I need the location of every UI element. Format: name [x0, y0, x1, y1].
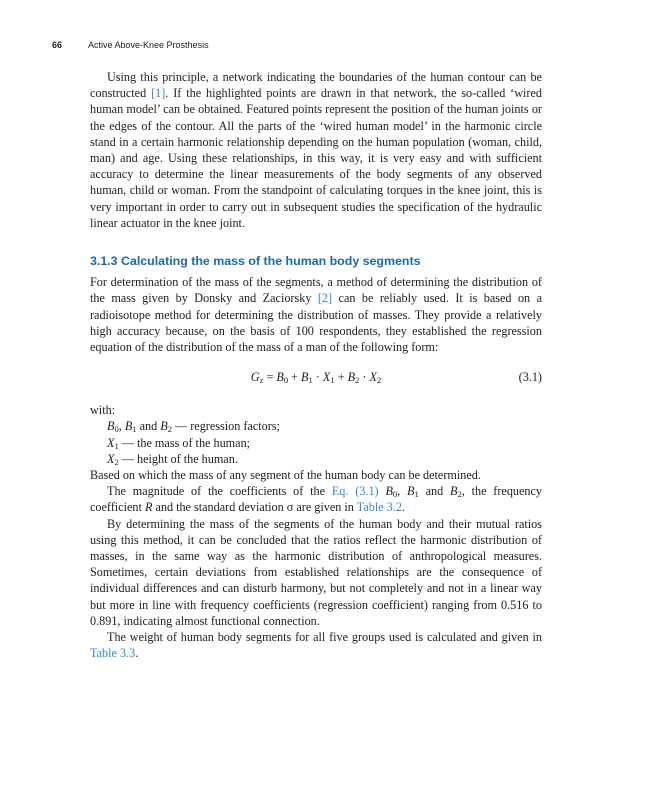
var-symbol: B — [407, 484, 415, 499]
equation-ref-link[interactable]: Eq. (3.1) — [331, 484, 379, 499]
paragraph-6 — [90, 629, 542, 661]
var-desc: — regression factors; — [171, 419, 280, 434]
eq-symbol: X — [369, 370, 377, 385]
var-sep: and — [418, 484, 450, 499]
variable-item-regression — [90, 418, 542, 434]
eq-subscript: 1 — [330, 375, 335, 386]
equation-3-1 — [90, 369, 542, 385]
section-heading: 3.1.3 Calculating the mass of the human body segments — [90, 254, 421, 269]
variable-item-height — [90, 451, 542, 467]
eq-symbol: G — [250, 370, 260, 385]
var-subscript: 1 — [114, 440, 119, 451]
paragraph-5: By determining the mass of the segments of the human body and their mutual ratios using this method, it can be concluded that the ratios reflect the harmonic distribution of masses, in the same way as the harmonic distribution of anthropological measures. Sometimes, certain deviations from established relationships are the consequence of individual differences and can disturb harmony, but not completely and not in a linear way but more in line with frequency coefficients (regression coefficient) ranging from 0.516 to 0.891, indicating almost functional connection. — [90, 516, 542, 628]
eq-symbol: X — [322, 370, 331, 385]
para4-text: The magnitude of the coefficients of the — [107, 484, 332, 499]
table-ref-link-3-2[interactable]: Table 3.2 — [356, 500, 402, 515]
var-subscript: 2 — [114, 456, 119, 467]
var-symbol: R — [144, 500, 153, 515]
eq-operator: + — [288, 370, 302, 385]
eq-operator: + — [334, 370, 348, 385]
equation-number: (3.1) — [518, 370, 542, 385]
paragraph-3: Based on which the mass of any segment of the human body can be determined. — [90, 468, 481, 483]
variable-item-mass — [90, 435, 542, 451]
var-symbol: B — [385, 484, 393, 499]
var-symbol: B — [450, 484, 458, 499]
eq-operator: · — [359, 370, 370, 385]
para4-text: and the standard deviation σ are given in — [152, 500, 357, 515]
para1-text: Using this principle, a network indicating the boundaries of the human contour can be constructed — [90, 70, 542, 101]
eq-operator: = — [263, 370, 277, 385]
para6-end: . — [135, 646, 139, 661]
eq-subscript: z — [259, 375, 264, 386]
body-text — [90, 69, 542, 662]
with-label: with: — [90, 403, 116, 418]
var-symbol: B — [124, 419, 133, 434]
var-symbol: B — [107, 419, 115, 434]
var-subscript: 2 — [457, 489, 462, 500]
para1-text-cont: . If the highlighted points are drawn in that network, the so-called ‘wired human model’ can be obtained. Featured points represent the position of the human joints or the edges of the contour. All the parts of the ‘wired human model’ in the harmonic circle stand in a certain harmonic relationship depending on the human population (woman, child, man) and age. Using these relationships, in this way, it is very easy and with sufficient accuracy to determine the linear measurements of the body segments of any observed human, child or woman. From the standpoint of calculating torques in the knee joint, this is very important in order to carry out in subsequent studies the specification of the hydraulic linear actuator in the knee joint. — [90, 86, 542, 230]
var-subscript: 1 — [414, 489, 419, 500]
para2-text: For determination of the mass of the segments, a method of determining the distribution of the mass given by Donsky and Zaciorsky — [90, 275, 542, 306]
var-subscript: 2 — [167, 424, 172, 435]
variable-list — [90, 402, 542, 467]
var-symbol: B — [160, 419, 168, 434]
eq-operator: · — [312, 370, 323, 385]
var-sep: and — [136, 419, 161, 434]
var-desc: — height of the human. — [118, 451, 238, 466]
eq-symbol: B — [301, 370, 309, 385]
paragraph-2 — [90, 274, 542, 355]
para2-text-cont: can be reliably used. It is based on a radioisotope method for determining the distribution of masses. They provide a relatively high accuracy because, on the basis of 100 respondents, they established the regression equation of the distribution of the mass of a man of the following form: — [90, 291, 543, 355]
running-header — [52, 40, 209, 50]
paragraph-1 — [90, 69, 542, 231]
var-subscript: 0 — [392, 489, 398, 500]
running-title: Active Above-Knee Prosthesis — [88, 40, 209, 50]
var-desc: — the mass of the human; — [118, 435, 251, 450]
para6-text: The weight of human body segments for all five groups used is calculated and given in — [107, 630, 542, 645]
eq-subscript: 1 — [308, 375, 313, 386]
var-subscript: 0 — [114, 424, 119, 435]
citation-link-1[interactable]: [1] — [151, 86, 166, 101]
var-sep: , — [397, 484, 408, 499]
eq-symbol: B — [276, 370, 284, 385]
var-sep: , — [118, 419, 125, 434]
eq-subscript: 0 — [283, 375, 289, 386]
citation-link-2[interactable]: [2] — [317, 291, 333, 306]
table-ref-link-3-3[interactable]: Table 3.3 — [90, 646, 136, 661]
eq-symbol: B — [347, 370, 356, 385]
para4-end: . — [401, 500, 405, 515]
equation-body — [90, 369, 542, 385]
eq-subscript: 2 — [355, 375, 360, 386]
para4-text: , the frequency coefficient — [90, 484, 543, 515]
var-symbol: X — [107, 451, 115, 466]
eq-subscript: 2 — [376, 375, 382, 386]
paragraph-4 — [90, 483, 542, 515]
var-symbol: X — [107, 435, 115, 450]
page-number: 66 — [52, 40, 63, 50]
var-subscript: 1 — [132, 424, 137, 435]
